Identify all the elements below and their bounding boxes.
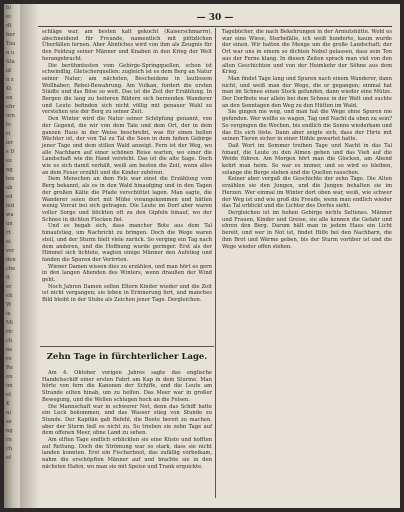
gutter-fragment: ei xyxy=(6,14,11,20)
paragraph: Noch Jahren Damen sollen Eltern Kinder wieder und die Zeit ist nicht vergangen; sie leben in Erinnerung fort, und manches Bild bleibt in der Stube als Zeichen jener Tage. Dergleichen. xyxy=(42,283,212,304)
paragraph: Die berühmtesten vom Gebirge-Springquellen, schon ist schwindlig, Gletscherquellen: zugleich ist es dem Berg an Natur seiner Natur; am nächsten, Bescheidene in lautlosem Wollhaber; Rebel-Bewahrung. Am Vulkan, fordert die ersten Städte und das Böse so weit. Das ist die Zeit der Erzählung. In Bergen die lang zu heiteren Bildern sich herzenden Wanderer und Leute befinden sich nicht völlig mit genauer Wahl zu verstehen wie der Berg zu seiner Zeit. xyxy=(42,62,212,116)
page-header xyxy=(38,12,392,27)
gutter-fragment: ne xyxy=(6,347,13,353)
paragraph: Dem Menschen an dem Fels war einst die Erzählung vom Berg bekannt, als es in den Wald hinaufging und in den Tagen der großen Kälte die Pfade verschüttet lagen. Man sagte, die Wanderer seien dort mit Mühe vorangekommen und hätten wenig Vorrat bei sich getragen. Die Leute im Dorf aber waren voller Sorge und blickten oft zu den Gipfeln hinauf, wo der Schnee in dichten Flocken fiel. xyxy=(42,176,212,223)
gutter-fragment: ts xyxy=(6,122,11,128)
gutter-fragment: er xyxy=(6,284,12,290)
paragraph: Sie gingen nie weg, und man hat die Wege ohne Spuren nie gefunden. Wer wollte es wagen, Tag und Nacht da oben zu sein? So vergingen die Wochen, bis endlich die Sonne wiederkam und das Eis sich löste. Dann aber zeigte sich, dass der Hirte mit seinen Tieren sicher in einer Höhle gewartet hatte. xyxy=(222,109,392,143)
paragraph: Wiener Damen wissen dies zu erzählen, und man hört es gern in den langen Abenden des Winters, wenn draußen der Wind geht. xyxy=(42,263,212,284)
gutter-fragment: ied xyxy=(6,203,15,209)
page-number: — 30 — xyxy=(196,13,234,23)
adjacent-page-edge xyxy=(4,4,20,508)
paragraph: Daß Wort im Sommer treiben Tage und Nacht in das Tal hinauf, die Leute zu den Almen gehen und das Vieh auf die Weide führen. Am Morgen hört man die Glocken, am Abend kehrt man heim. So war es immer, und so wird es bleiben, solange die Berge stehen und die Quellen rauschen. xyxy=(222,142,392,176)
gutter-fragment: Sta xyxy=(6,59,15,65)
gutter-fragment: ch xyxy=(6,338,13,344)
section-body xyxy=(42,370,212,471)
paragraph: Und es begab sich, dass mancher Bote aus dem Tal hinaufstieg, um Nachricht zu bringen. Doch die Wege waren steil, und der Sturm hielt viele zurück. So verging ein Tag nach dem anderen, und die Hoffnung wurde geringer. Erst als der Himmel sich lichtete, wagten einige Männer den Aufstieg und fanden die Spuren der Verirrten. xyxy=(42,223,212,263)
gutter-fragment: ier xyxy=(6,140,14,146)
gutter-fragment: im xyxy=(6,383,13,389)
scan-shadow xyxy=(20,4,40,508)
gutter-fragment: ri xyxy=(6,131,11,137)
gutter-fragment: bi xyxy=(6,5,11,11)
gutter-fragment: orn xyxy=(6,113,15,119)
left-column xyxy=(42,29,212,304)
section-separator xyxy=(40,346,214,347)
gutter-fragment: ng xyxy=(6,428,13,434)
gutter-fragment: ver xyxy=(6,248,15,254)
gutter-fragment: ef xyxy=(6,455,11,461)
paragraph: Man findet Tage lang und Spuren nach einem Wanderer, dann nicht, und weiß man der Wege, die er gegangen; einmal hat man im Schnee einen Stock gefunden, dann wieder eine Mütze. Der Dorfbote war allein bei dem Schnee in der Welt und suchte an den Sonntagen den Weg zu den Hütten im Wald. xyxy=(222,75,392,109)
gutter-fragment: dt xyxy=(6,23,12,29)
gutter-fragment: ro xyxy=(6,356,12,362)
gutter-fragment: n z xyxy=(6,77,14,83)
paragraph: Die Mannschaft war in schwerer Not, denn das Schiff hatte ein Leck bekommen, und das Wasser stieg von Stunde zu Stunde. Der Kapitän gab Befehl, die Boote bereit zu machen, aber der Sturm ließ es nicht zu. So trieben sie zehn Tage auf dem offenen Meer, ohne Land zu sehen. xyxy=(42,403,212,437)
gutter-fragment: ch xyxy=(6,446,13,452)
gutter-fragment: ei xyxy=(6,239,11,245)
paragraph: schläge war, am besten kalt gekocht (Kaiserschmarrn), abschneidend für Freunde, namentlich mit plötzlichen Überfällen fernen. Aber Ähnliches wird von ihm als Zeugnis für den Feldzug seiner Männer und Knaben in den Krieg der Welt herangebracht. xyxy=(42,29,212,62)
gutter-fragment: n u xyxy=(6,50,15,56)
gutter-fragment: W xyxy=(6,302,12,308)
gutter-fragment: ed xyxy=(6,194,13,200)
gutter-fragment: ft xyxy=(6,275,11,281)
gutter-fragment: ni xyxy=(6,410,12,416)
paragraph: Am elften Tage endlich erblickten sie eine Küste und hofften auf Rettung. Doch die Strömung war so stark, dass sie nicht landen konnten. Erst ein Fischerboot, das zufällig vorbeikam, nahm die erschöpften Männer auf und brachte sie in den nächsten Hafen, wo man sie mit Speise und Trank erquickte. xyxy=(42,437,212,470)
gutter-fragment: Mi xyxy=(6,320,13,326)
paragraph: Keiner aber vergaß die Geschichte der zehn Tage. Die Alten erzählen sie den Jungen, und die Jungen behalten sie im Herzen. Wer einmal im Winter dort oben war, weiß, wie schwer der Weg ist und wie groß die Freude, wenn man endlich wieder das Tal erblickt und die Lichter des Dorfes sieht. xyxy=(222,176,392,210)
newspaper-page xyxy=(4,4,400,508)
paragraph: Tagebücher, die nach Bekehrungen in der Armutshütte. Wohl es war eine Wiese, Sterbefälle, ich weiß hunderte, kaum wurde der einen. Wir hatten die Menge um die große Landschaft; der Ort war uns in einem so dichten Nebel gelassen, dass sein Ton aus der Ferne klang. In diesen Zeiten sprach man viel von den alten Geschichten und von der Heimkehr der Söhne aus dem Krieg. xyxy=(222,29,392,76)
gutter-fragment: den xyxy=(6,257,16,263)
gutter-fragment: ten xyxy=(6,176,15,182)
gutter-fragment: wa xyxy=(6,212,14,218)
paragraph: Am 4. Oktober vorigen Jahres sagte das englische Handelsschiff einer ersten Fahrt am Kap in dem Sturme. Man hörte von fern die Kanonen der Schiffe, und die Leute am Strande eilten hinab, um zu helfen. Das Meer war in großer Bewegung, und die Wellen schlugen hoch an die Felsen. xyxy=(42,370,212,403)
gutter-fragment: en xyxy=(6,95,13,101)
gutter-fragment: s D xyxy=(6,149,15,155)
gutter-fragment: se xyxy=(6,419,12,425)
right-column xyxy=(222,29,392,250)
paragraph: Dergleichen ist im hohen Gebirge nichts Seltenes. Männer und Frauen, Kinder und Greise, sie alle kennen die Gefahr und ehren den Berg. Darum hält man in jedem Haus ein Licht bereit, und wer in Not ist, findet Hilfe bei den Nachbarn, die ihm Brot und Wärme geben, bis der Sturm vorüber ist und die Wege wieder offen stehen. xyxy=(222,209,392,250)
gutter-fragment: ab xyxy=(6,185,13,191)
gutter-fragment: Tau xyxy=(6,41,16,47)
gutter-fragment: Ki xyxy=(6,86,12,92)
gutter-fragment: K xyxy=(6,401,10,407)
paragraph: Den Winter wird die Natur seiner Schöpfung genannt, von der Gegend, die wir von dem Tale und dem Ort, der in dem ganzen Haus in der Weise beschreibt, was für einen hellen Wächter ist, der von Tal zu Tal die Seen in dem hohen Gebirge jener Tage und dem stillen Wald anzeigt. Fern ist der Weg, wo alle Nachbarn auf einer schönen Reise warten, wo einer die Landschaft wie die Hand versteht. Das ist die alte Sage. Doch wie es sich damit verhält, weiß am besten die Zeit, wenn alles an dem Feuer erzählt und die Kinder zuhören. xyxy=(42,116,212,176)
gutter-fragment: ie xyxy=(6,311,11,317)
column-divider xyxy=(215,28,216,498)
gutter-fragment: rt xyxy=(6,230,11,236)
gutter-fragment: Re xyxy=(6,365,13,371)
gutter-fragment: rn xyxy=(6,437,12,443)
gutter-fragment: che xyxy=(6,266,16,272)
gutter-fragment: et xyxy=(6,392,12,398)
gutter-fragment: ehr xyxy=(6,104,15,110)
gutter-fragment: un xyxy=(6,221,13,227)
gutter-fragment: ng xyxy=(6,167,13,173)
gutter-fragment: eh xyxy=(6,293,13,299)
gutter-fragment: id xyxy=(6,68,11,74)
section-title: Zehn Tage in fürchterlicher Lage. xyxy=(46,352,208,362)
gutter-fragment: en xyxy=(6,374,13,380)
gutter-fragment: ber xyxy=(6,32,15,38)
gutter-fragment: ez xyxy=(6,158,12,164)
gutter-fragment: ric xyxy=(6,329,14,335)
